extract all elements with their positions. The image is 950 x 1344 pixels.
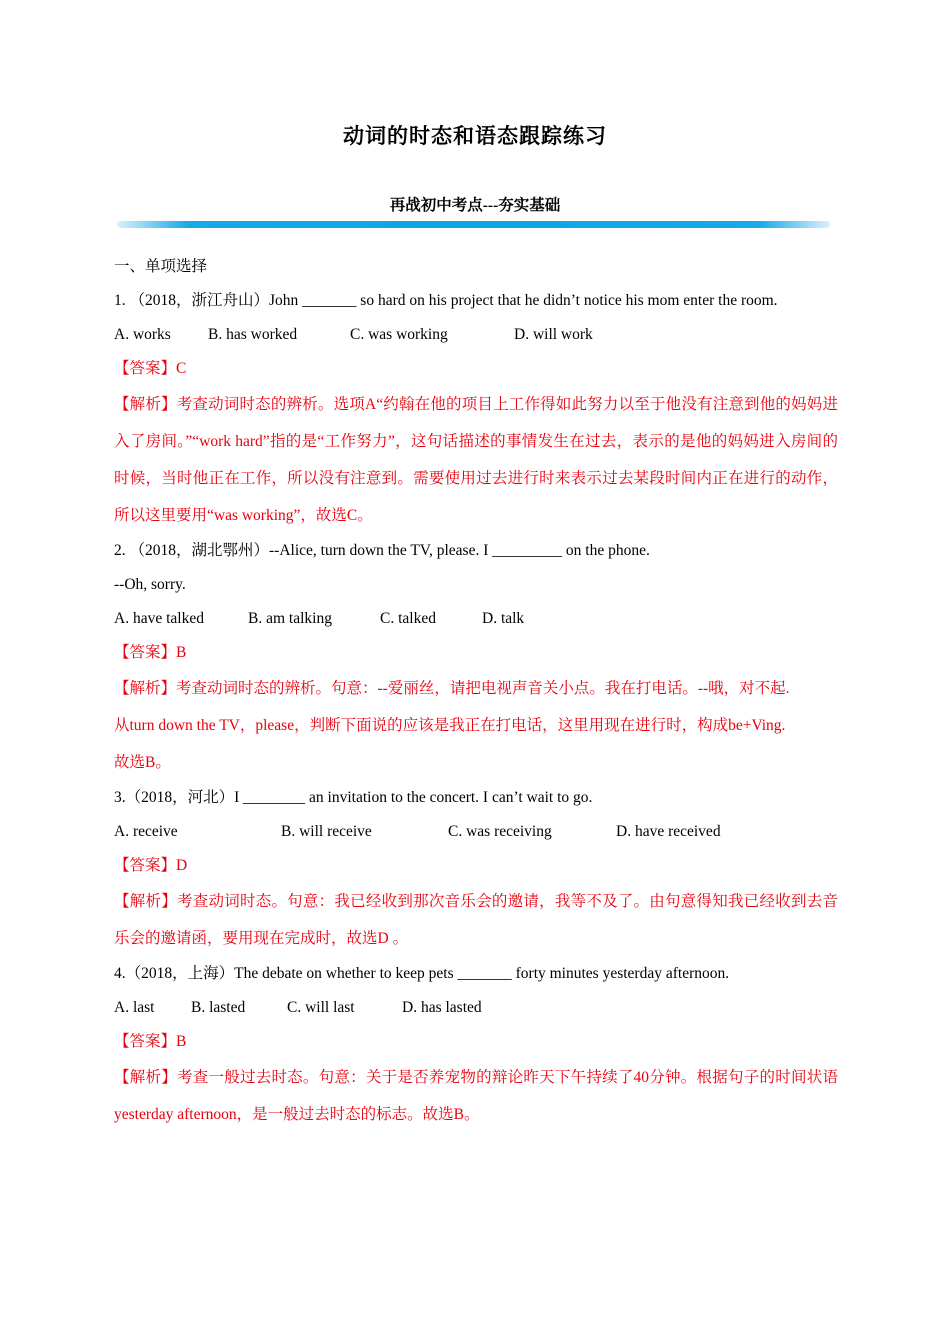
analysis-text: 【解析】考查动词时态。句意：我已经收到那次音乐会的邀请，我等不及了。由句意得知我已经收到去音乐会的邀请函，要用现在完成时，故选D 。 <box>114 893 838 947</box>
question-stem: 3.（2018，河北）I ________ an invitation to the concert. I can’t wait to go. <box>114 789 593 806</box>
option-d: D. will work <box>514 326 593 343</box>
section-heading: 一、单项选择 <box>114 258 208 275</box>
question-block-1 <box>114 284 838 534</box>
question-block-3 <box>114 781 838 957</box>
option-row <box>114 602 838 636</box>
option-b: B. will receive <box>281 823 372 840</box>
answer-text: 【答案】C <box>114 360 187 377</box>
option-c: C. was working <box>350 326 448 343</box>
answer-text: 【答案】D <box>114 857 188 874</box>
option-a: A. have talked <box>114 610 204 627</box>
option-a: A. works <box>114 326 171 343</box>
option-row <box>114 991 838 1025</box>
question-block-4 <box>114 957 838 1133</box>
option-c: C. talked <box>380 610 436 627</box>
option-a: A. receive <box>114 823 178 840</box>
question-block-2 <box>114 534 838 781</box>
analysis-text: 【解析】考查动词时态的辨析。句意：--爱丽丝，请把电视声音关小点。我在打电话。--哦，对不起. <box>114 680 790 697</box>
document-title: 动词的时态和语态跟踪练习 <box>343 124 607 148</box>
option-b: B. am talking <box>248 610 332 627</box>
analysis-text: 故选B。 <box>114 754 171 771</box>
option-d: D. have received <box>616 823 721 840</box>
option-b: B. has worked <box>208 326 298 343</box>
option-b: B. lasted <box>191 999 246 1016</box>
option-a: A. last <box>114 999 155 1016</box>
question-stem-continued: --Oh, sorry. <box>114 576 186 593</box>
blue-divider <box>117 221 830 228</box>
option-c: C. will last <box>287 999 355 1016</box>
option-c: C. was receiving <box>448 823 552 840</box>
exercise-content <box>114 250 838 1133</box>
option-d: D. has lasted <box>402 999 482 1016</box>
question-stem: 1. （2018，浙江舟山）John _______ so hard on his project that he didn’t notice his mom enter the room. <box>114 292 778 309</box>
analysis-text: 【解析】考查动词时态的辨析。选项A“约翰在他的项目上工作得如此努力以至于他没有注意到他的妈妈进入了房间。”“work hard”指的是“工作努力”，这句话描述的事情发生在过去，表示的是他的妈妈进入房间的时候，当时他正在工作，所以没有注意到。需要使用过去进行时来表示过去某段时间内正在进行的动作，所以这里要用“was working”，故选C。 <box>114 396 838 524</box>
answer-text: 【答案】B <box>114 1033 187 1050</box>
question-stem: 4.（2018，上海）The debate on whether to keep pets _______ forty minutes yesterday afternoon. <box>114 965 730 982</box>
option-d: D. talk <box>482 610 525 627</box>
question-stem: 2. （2018，湖北鄂州）--Alice, turn down the TV, please. I _________ on the phone. <box>114 542 650 559</box>
analysis-text: 【解析】考查一般过去时态。句意：关于是否养宠物的辩论昨天下午持续了40分钟。根据句子的时间状语yesterday afternoon，是一般过去时态的标志。故选B。 <box>114 1069 838 1123</box>
option-row <box>114 815 838 849</box>
answer-text: 【答案】B <box>114 644 187 661</box>
analysis-text: 从turn down the TV，please，判断下面说的应该是我正在打电话，这里用现在进行时，构成be+Ving. <box>114 717 786 734</box>
document-subtitle: 再战初中考点---夯实基础 <box>389 197 561 214</box>
option-row <box>114 318 838 352</box>
